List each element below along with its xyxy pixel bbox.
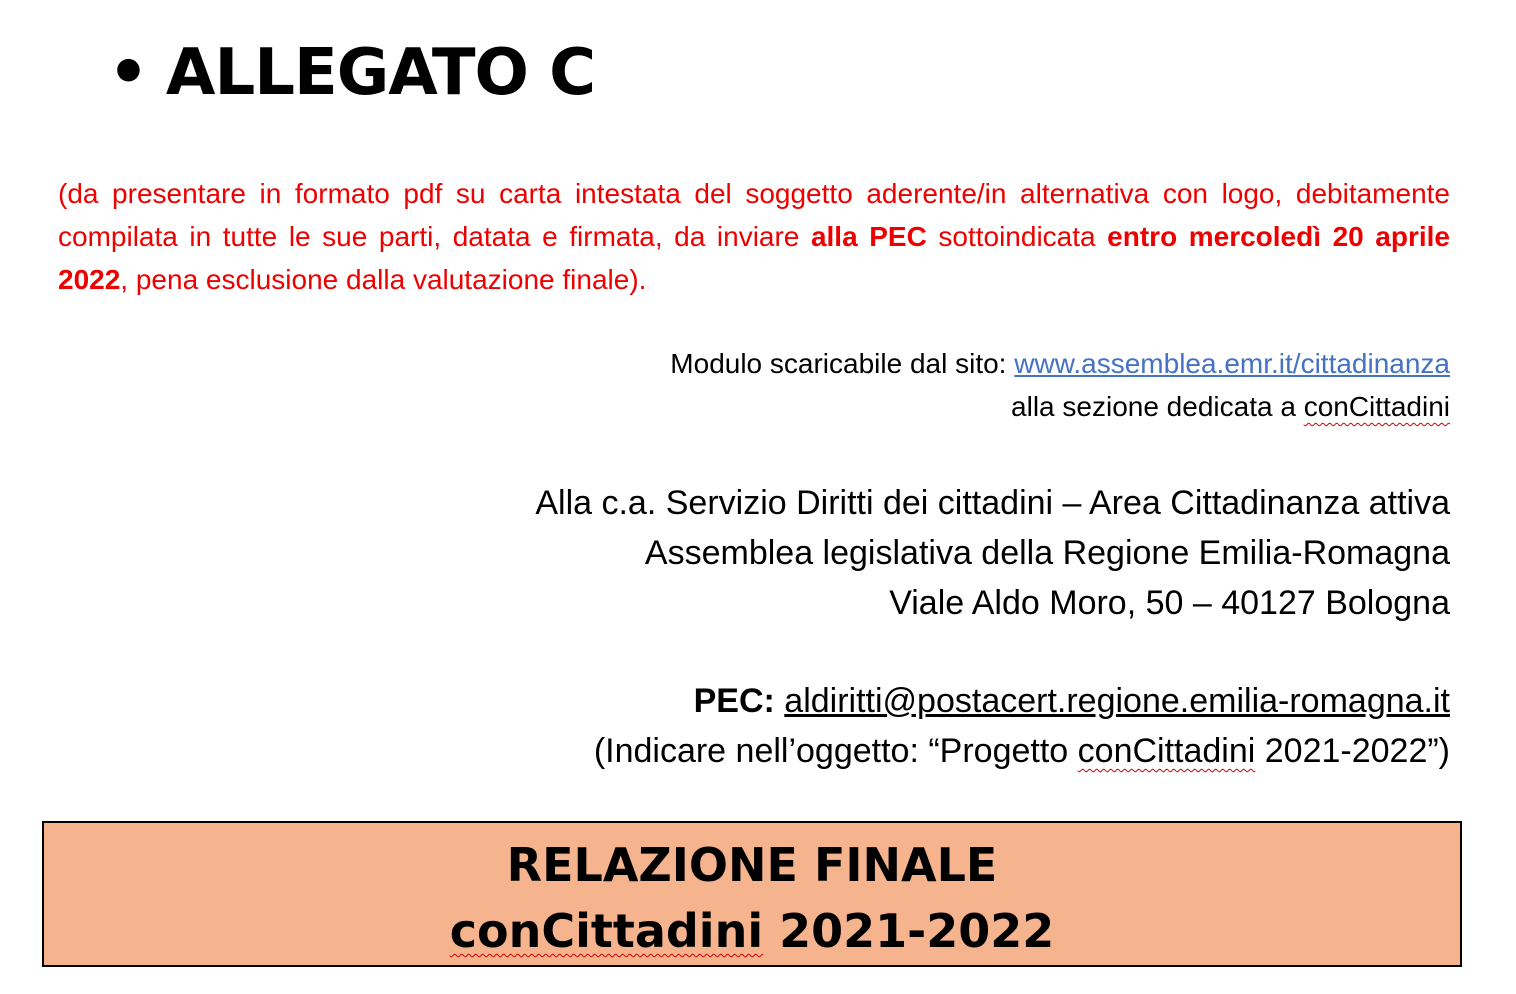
address-line-3: Viale Aldo Moro, 50 – 40127 Bologna xyxy=(889,584,1450,622)
instructions-text-3: , pena esclusione dalla valutazione finale). xyxy=(120,264,647,295)
section-line xyxy=(670,385,1450,428)
download-link[interactable]: www.assemblea.emr.it/cittadinanza xyxy=(1014,348,1450,379)
report-title-box xyxy=(42,821,1462,967)
instructions-text-1: (da presentare in formato pdf su carta intestata del soggetto aderente/in alternativa con logo, debitamente compilata in tutte le sue parti, datata e firmata, da inviare xyxy=(58,178,1450,252)
download-info xyxy=(670,342,1450,428)
instructions-bold-deadline: entro mercoledì 20 aprile 2022 xyxy=(58,221,1451,295)
pec-email-link[interactable]: aldiritti@postacert.regione.emilia-romagna.it xyxy=(784,682,1450,720)
pec-info xyxy=(594,676,1450,776)
section-prefix: alla sezione dedicata a xyxy=(1011,391,1304,422)
address-line-1: Alla c.a. Servizio Diritti dei cittadini – Area Cittadinanza attiva xyxy=(535,484,1450,522)
pec-label: PEC: xyxy=(693,682,775,720)
pec-note-suffix: 2021-2022”) xyxy=(1255,732,1450,770)
download-line xyxy=(670,342,1450,385)
instructions-text-2: sottoindicata xyxy=(926,221,1108,252)
pec-note-prefix: (Indicare nell’oggetto: “Progetto xyxy=(593,732,1078,770)
pec-note xyxy=(594,726,1450,776)
document-title xyxy=(108,36,595,110)
report-subtitle-name: conCittadini xyxy=(449,904,764,958)
instructions-paragraph xyxy=(58,172,1450,301)
title-text: ALLEGATO C xyxy=(165,36,596,110)
instructions-bold-pec: alla PEC xyxy=(810,221,927,252)
report-subtitle xyxy=(44,901,1460,961)
download-label: Modulo scaricabile dal sito: xyxy=(670,348,1015,379)
address-line-2: Assemblea legislativa della Regione Emilia-Romagna xyxy=(644,534,1450,572)
bullet-icon: • xyxy=(108,36,148,110)
report-subtitle-year: 2021-2022 xyxy=(763,904,1055,958)
pec-line xyxy=(594,676,1450,726)
recipient-address xyxy=(535,478,1450,628)
report-title: RELAZIONE FINALE xyxy=(506,838,998,892)
section-name: conCittadini xyxy=(1303,391,1450,422)
pec-note-name: conCittadini xyxy=(1077,732,1256,770)
